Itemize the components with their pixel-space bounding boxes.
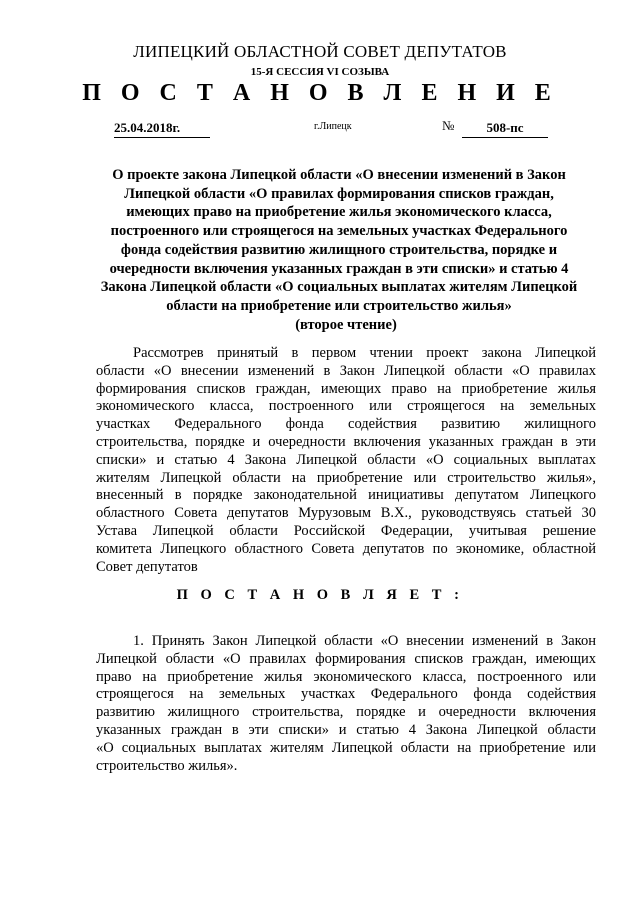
title-line: имеющих право на приобретение жилья экономического класса, bbox=[126, 204, 552, 221]
title-reading-note: (второе чтение) bbox=[295, 316, 397, 333]
paragraph-line: строительство жилья». bbox=[96, 757, 238, 774]
paragraph-line: жителям Липецкой области на приобретение или строительство жилья», bbox=[96, 469, 596, 486]
paragraph-line: строящегося на земельных участках Федерального фонда содействия bbox=[96, 686, 596, 703]
paragraph-line: области «О внесении изменений в Закон Липецкой области «О правилах bbox=[96, 362, 596, 379]
paragraph-line: внесенный в порядке законодательной инициативы депутатом Липецкого bbox=[96, 487, 596, 504]
title-line: О проекте закона Липецкой области «О внесении изменений в Закон bbox=[112, 167, 566, 183]
paragraph-line: участках Федерального фонда содействия развитию жилищного bbox=[96, 416, 596, 433]
document-type-heading: П О С Т А Н О В Л Е Н И Е bbox=[82, 80, 558, 106]
paragraph-line: право на приобретение жилья экономического класса, построенного или bbox=[96, 668, 596, 685]
paragraph-line: формирования списков граждан, имеющих право на приобретение жилья bbox=[96, 380, 596, 397]
paragraph-line: комитета Липецкого областного Совета депутатов по экономике, областной bbox=[96, 540, 596, 557]
paragraph-line: «О социальных выплатах жителям Липецкой области на приобретение или bbox=[96, 739, 596, 756]
paragraph-line: Устава Липецкой области Российской Федерации, учитывая решение bbox=[96, 522, 596, 539]
organization-name: ЛИПЕЦКИЙ ОБЛАСТНОЙ СОВЕТ ДЕПУТАТОВ bbox=[133, 42, 507, 61]
title-line: Закона Липецкой области «О социальных выплатах жителям Липецкой bbox=[100, 279, 578, 296]
paragraph-line: экономического класса, построенного или строящегося на земельных bbox=[96, 398, 596, 415]
resolves-heading: П О С Т А Н О В Л Я Е Т : bbox=[176, 587, 464, 603]
paragraph-line: Совет депутатов bbox=[96, 558, 198, 575]
document-number: 508-пс bbox=[462, 120, 548, 138]
preamble-paragraph bbox=[96, 345, 596, 576]
paragraph-line: указанных граждан в эти списки» и статью 4 Закона Липецкой области bbox=[96, 721, 596, 738]
item-1-paragraph bbox=[96, 633, 596, 775]
title-line: области на приобретение или строительство жилья» bbox=[166, 297, 512, 314]
title-line: фонда содействия развитию жилищного строительства, порядке и bbox=[120, 241, 558, 258]
number-sign: № bbox=[442, 118, 455, 133]
paragraph-line: строительства, порядке и очередности включения указанных граждан в эти bbox=[96, 433, 596, 450]
paragraph-line: списки» и статью 4 Закона Липецкой области «О социальных выплатах bbox=[96, 451, 596, 468]
paragraph-line: развитию жилищного строительства, порядке и очередности включения bbox=[96, 704, 596, 721]
paragraph-line: Рассмотрев принятый в первом чтении проект закона Липецкой bbox=[133, 345, 596, 361]
title-line: построенного или строящегося на земельных участках Федерального bbox=[110, 223, 568, 240]
paragraph-line: 1. Принять Закон Липецкой области «О внесении изменений в Закон bbox=[133, 633, 596, 649]
document-date: 25.04.2018г. bbox=[114, 120, 210, 138]
document-city: г.Липецк bbox=[314, 121, 352, 132]
paragraph-line: Липецкой области «О правилах формирования списков граждан, имеющих bbox=[96, 650, 596, 667]
title-line: очередности включения указанных граждан в эти списки» и статью 4 bbox=[109, 260, 569, 277]
paragraph-line: областного Совета депутатов Мурузовым В.Х., руководствуясь статьей 30 bbox=[96, 505, 596, 522]
session-label: 15-Я СЕССИЯ VI СОЗЫВА bbox=[250, 66, 390, 78]
title-line: Липецкой области «О правилах формирования списков граждан, bbox=[124, 185, 554, 202]
document-title bbox=[100, 166, 578, 334]
